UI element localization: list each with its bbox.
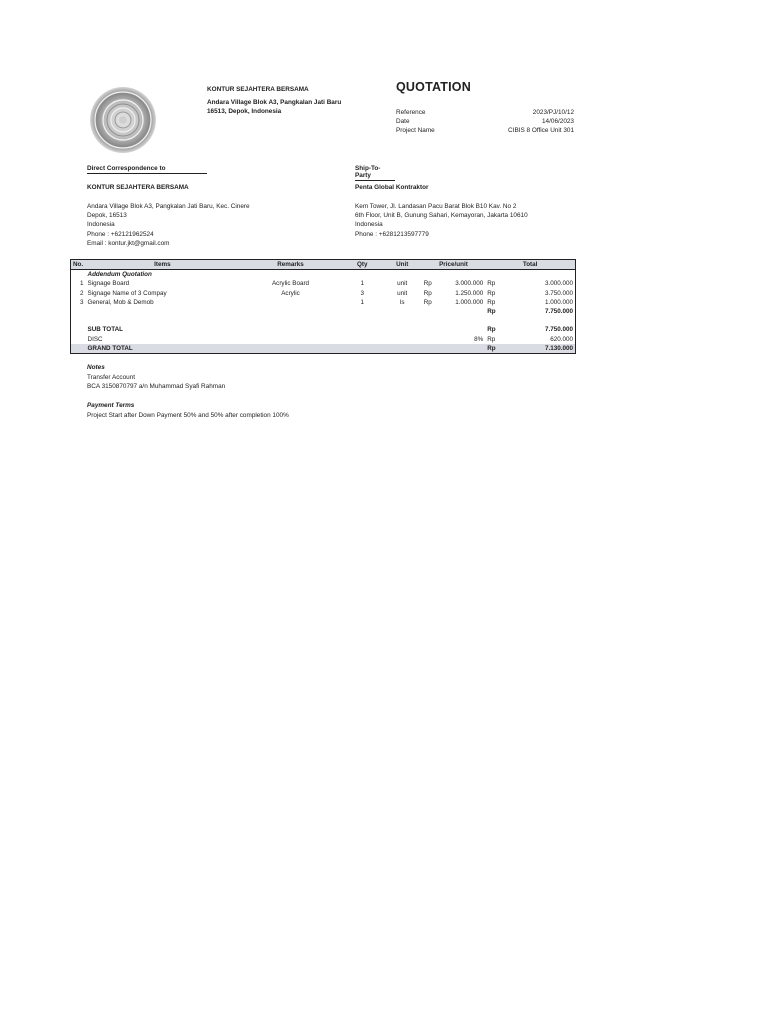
payment-terms-line: Project Start after Down Payment 50% and 50% after completion 100% xyxy=(87,412,289,419)
spacer-row xyxy=(71,316,576,325)
table-row xyxy=(71,279,576,288)
subtotal-row xyxy=(71,325,576,334)
notes-body xyxy=(87,373,225,391)
row-unit: ls xyxy=(399,298,405,306)
correspondence-line: Andara Village Blok A3, Pangkalan Jati Baru, Kec. Cinere xyxy=(87,203,250,210)
discount-row xyxy=(71,335,576,344)
subtotal-value: 7.750.000 xyxy=(544,326,573,334)
row-price: 1.000.000 xyxy=(455,298,484,306)
document-title: QUOTATION xyxy=(396,80,471,94)
discount-percent: 8% xyxy=(474,335,484,343)
correspondence-name: KONTUR SEJAHTERA BERSAMA xyxy=(87,184,189,191)
notes-line: BCA 3150870797 a/n Muhammad Syafi Rahman xyxy=(87,383,226,391)
correspondence-line: Indonesia xyxy=(87,221,115,229)
row-price-currency: Rp xyxy=(423,289,432,297)
sum-value: 7.750.000 xyxy=(544,308,573,316)
col-total-header: Total xyxy=(485,260,575,270)
col-no-header: No. xyxy=(71,260,86,270)
correspondence-email: Email : kontur.jkt@gmail.com xyxy=(87,239,170,247)
row-total-currency: Rp xyxy=(487,298,496,306)
ship-heading: Ship-To-Party xyxy=(355,165,395,181)
project-name-row xyxy=(396,126,574,135)
row-qty: 1 xyxy=(360,298,365,306)
discount-label: DISC xyxy=(87,335,103,343)
row-remarks: Acrylic Board xyxy=(271,280,310,288)
row-qty: 1 xyxy=(360,280,365,288)
table-row xyxy=(71,298,576,307)
correspondence-address xyxy=(87,202,250,248)
col-remarks-header: Remarks xyxy=(239,260,342,270)
row-no: 2 xyxy=(80,289,84,297)
reference-row xyxy=(396,108,574,117)
table-header-row xyxy=(71,260,576,270)
grand-total-currency: Rp xyxy=(485,344,501,354)
correspondence-line: Depok, 16513 xyxy=(87,212,127,220)
row-item: Signage Board xyxy=(87,280,130,288)
project-name-label: Project Name xyxy=(396,127,435,135)
date-label: Date xyxy=(396,118,410,126)
notes-heading: Notes xyxy=(87,364,105,371)
row-no: 3 xyxy=(80,298,84,306)
table-row xyxy=(71,289,576,298)
company-name: KONTUR SEJAHTERA BERSAMA xyxy=(207,86,309,93)
row-item: Signage Name of 3 Compay xyxy=(87,289,167,297)
row-total-currency: Rp xyxy=(487,280,496,288)
row-unit: unit xyxy=(397,289,408,297)
ship-name: Penta Global Kontraktor xyxy=(355,184,429,191)
row-price-currency: Rp xyxy=(423,280,432,288)
discount-value: 620.000 xyxy=(550,335,573,343)
ship-line: Kem Tower, Jl. Landasan Pacu Barat Blok B10 Kav. No 2 xyxy=(355,203,517,210)
row-total: 3.750.000 xyxy=(544,289,573,297)
grand-total-label: GRAND TOTAL xyxy=(86,344,240,354)
col-unit-header: Unit xyxy=(383,260,422,270)
row-total: 1.000.000 xyxy=(544,298,573,306)
ship-phone: Phone : +6281213597779 xyxy=(355,230,429,238)
quotation-table xyxy=(70,259,576,354)
ship-line: 6th Floor, Unit B, Gunung Sahari, Kemayoran, Jakarta 10610 xyxy=(355,212,528,220)
correspondence-heading: Direct Correspondence to xyxy=(87,165,207,174)
col-items-header: Items xyxy=(86,260,240,270)
col-price-header: Price/unit xyxy=(422,260,486,270)
row-total-currency: Rp xyxy=(487,289,496,297)
row-price-currency: Rp xyxy=(423,298,432,306)
row-unit: unit xyxy=(397,280,408,288)
col-qty-header: Qty xyxy=(342,260,383,270)
company-address-line: 16513, Depok, Indonesia xyxy=(207,108,282,116)
row-total: 3.000.000 xyxy=(544,280,573,288)
row-no: 1 xyxy=(80,280,84,288)
row-price: 3.000.000 xyxy=(455,280,484,288)
payment-terms-heading: Payment Terms xyxy=(87,402,135,409)
ship-address xyxy=(355,202,528,239)
subtotal-label: SUB TOTAL xyxy=(87,326,123,334)
discount-currency: Rp xyxy=(487,335,496,343)
items-sum-row xyxy=(71,307,576,316)
correspondence-phone: Phone : +62121962524 xyxy=(87,230,154,238)
project-name-value: CIBIS 8 Office Unit 301 xyxy=(508,127,574,135)
date-row xyxy=(396,117,574,126)
reference-value: 2023/PJ/10/12 xyxy=(532,109,574,116)
notes-line: Transfer Account xyxy=(87,374,136,381)
row-remarks: Acrylic xyxy=(281,289,300,297)
row-remarks xyxy=(239,298,342,307)
document-fields xyxy=(396,108,574,136)
company-address-line: Andara Village Blok A3, Pangkalan Jati Baru xyxy=(207,99,342,106)
sum-currency: Rp xyxy=(487,308,496,316)
group-label: Addendum Quotation xyxy=(87,271,152,279)
reference-label: Reference xyxy=(396,109,426,116)
date-value: 14/06/2023 xyxy=(542,118,574,126)
grand-total-value: 7.130.000 xyxy=(502,344,576,354)
row-qty: 3 xyxy=(360,289,365,297)
company-address xyxy=(207,98,341,116)
row-price: 1.250.000 xyxy=(455,289,484,297)
ship-line: Indonesia xyxy=(355,221,383,229)
row-item: General, Mob & Demob xyxy=(87,298,154,306)
subtotal-currency: Rp xyxy=(487,326,496,334)
table-group-row xyxy=(71,270,576,280)
grand-total-row xyxy=(71,344,576,354)
company-logo xyxy=(88,85,158,155)
